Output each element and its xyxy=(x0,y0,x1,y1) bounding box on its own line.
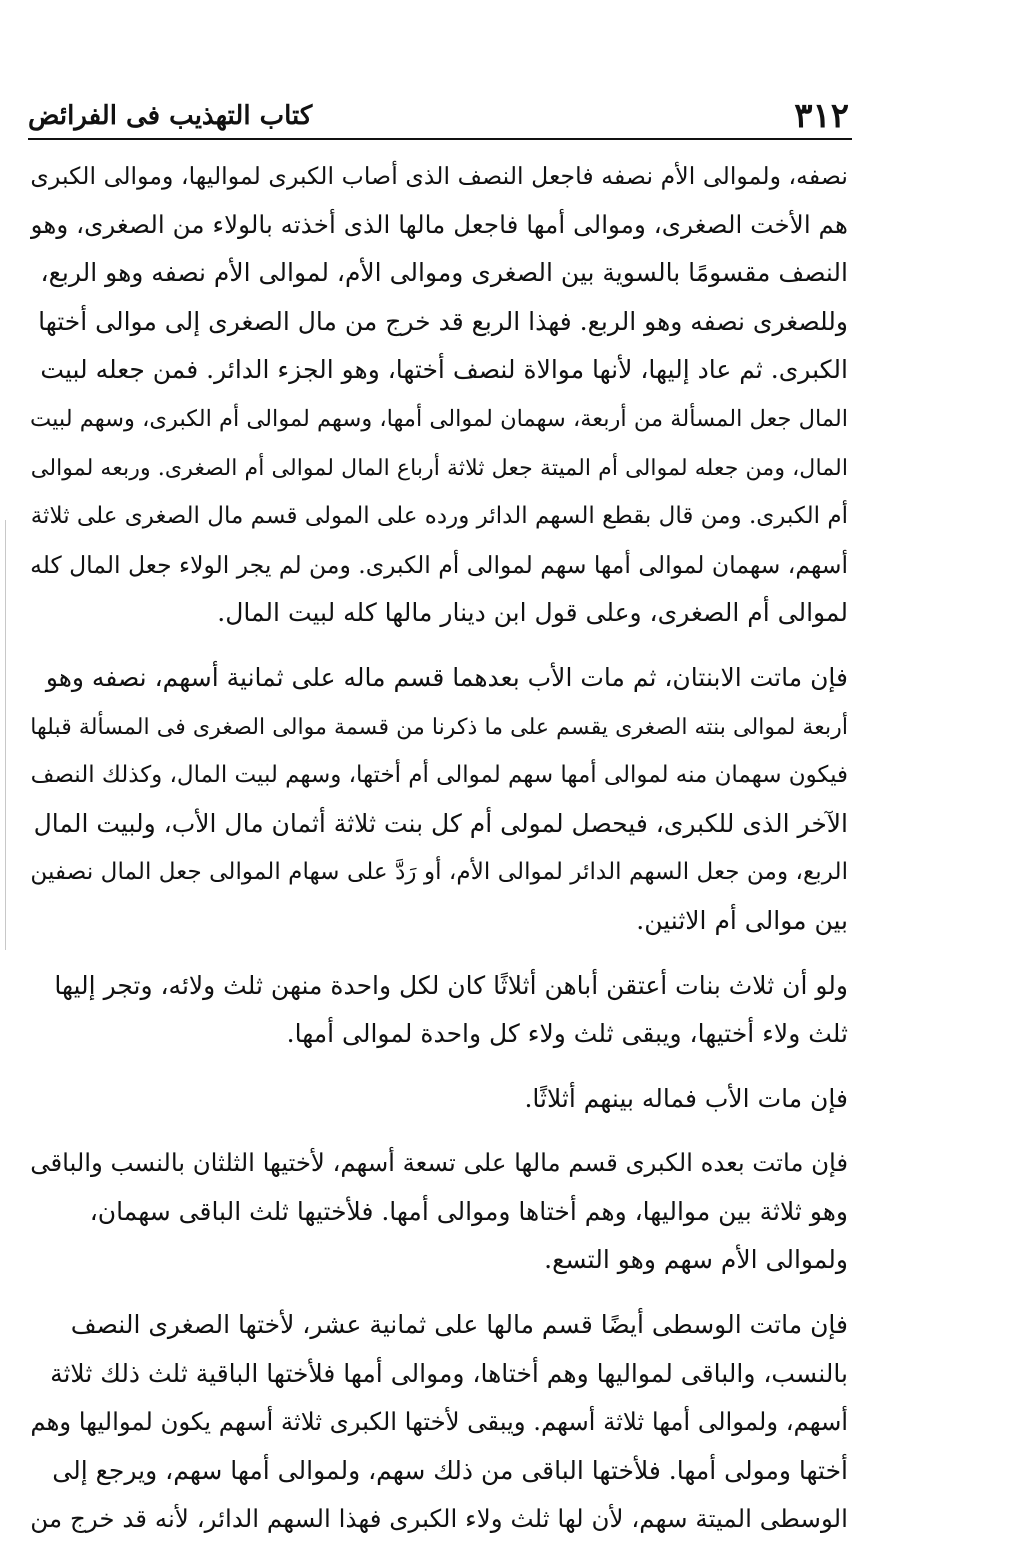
text-line: فإن مات الأب فماله بينهم أثلاثًا. xyxy=(524,1083,848,1113)
text-line: المال جعل المسألة من أربعة، سهمان لموالى أمها، وسهم لموالى أم الكبرى، وسهم لبيت xyxy=(30,405,848,432)
text-line: ولو أن ثلاث بنات أعتقن أباهن أثلاثًا كان لكل واحدة منهن ثلث ولائه، وتجر إليها xyxy=(54,970,848,1000)
running-title: كتاب التهذيب فى الفرائض xyxy=(28,101,313,131)
text-line: نصفه، ولموالى الأم نصفه فاجعل النصف الذى أصاب الكبرى لمواليها، وموالى الكبرى xyxy=(30,162,848,190)
header-rule xyxy=(28,138,852,140)
text-line: بين موالى أم الاثنين. xyxy=(636,905,848,935)
text-line: أختها ومولى أمها. فلأختها الباقى من ذلك سهم، ولموالى أمها سهم، ويرجع إلى xyxy=(52,1455,848,1485)
margin-line xyxy=(5,520,6,950)
text-line: ولموالى الأم سهم وهو التسع. xyxy=(544,1245,848,1275)
paragraph xyxy=(30,654,848,946)
text-line: الوسطى الميتة سهم، لأن لها ثلث ولاء الكبرى فهذا السهم الدائر، لأنه قد خرج من xyxy=(30,1504,848,1534)
text-line: هم الأخت الصغرى، وموالى أمها فاجعل مالها الذى أخذته بالولاء من الصغرى، وهو xyxy=(30,209,848,239)
text-line: لموالى أم الصغرى، وعلى قول ابن دينار مالها كله لبيت المال. xyxy=(217,598,848,628)
paragraph xyxy=(30,1139,848,1285)
text-line: وللصغرى نصفه وهو الربع. فهذا الربع قد خرج من مال الصغرى إلى موالى أختها xyxy=(38,306,848,336)
page-number: ٣١٢ xyxy=(794,96,849,136)
text-line: النصف مقسومًا بالسوية بين الصغرى وموالى الأم، لموالى الأم نصفه وهو الربع، xyxy=(40,258,848,288)
text-line: وهو ثلاثة بين مواليها، وهم أختاها وموالى أمها. فلأختيها ثلث الباقى سهمان، xyxy=(89,1196,848,1226)
body-text xyxy=(30,152,848,1544)
paragraph xyxy=(30,1075,848,1124)
paragraph xyxy=(30,1301,848,1544)
paragraph xyxy=(30,962,848,1059)
text-line: فإن ماتت الابنتان، ثم مات الأب بعدهما قسم ماله على ثمانية أسهم، نصفه وهو xyxy=(45,662,848,692)
text-line: المال، ومن جعله لموالى أم الميتة جعل ثلاثة أرباع المال لموالى أم الصغرى. وربعه لموالى xyxy=(30,454,848,481)
paragraph xyxy=(30,152,848,638)
text-line: الكبرى. ثم عاد إليها، لأنها موالاة لنصف أختها، وهو الجزء الدائر. فمن جعله لبيت xyxy=(40,355,848,385)
text-line: أم الكبرى. ومن قال بقطع السهم الدائر ورده على المولى قسم مال الصغرى على ثلاثة xyxy=(30,503,848,530)
text-line: ثلث ولاء أختيها، ويبقى ثلث ولاء كل واحدة لموالى أمها. xyxy=(286,1019,848,1049)
text-line: فإن ماتت الوسطى أيضًا قسم مالها على ثمانية عشر، لأختها الصغرى النصف xyxy=(70,1310,848,1340)
text-line: أربعة لموالى بنته الصغرى يقسم على ما ذكرنا من قسمة موالى الصغرى فى المسألة قبلها xyxy=(30,713,848,740)
text-line: الربع، ومن جعل السهم الدائر لموالى الأم، أو رَدَّ على سهام الموالى جعل المال نصفين xyxy=(30,859,848,886)
page-header xyxy=(28,96,849,140)
text-line: أسهم، ولموالى أمها ثلاثة أسهم. ويبقى لأختها الكبرى ثلاثة أسهم يكون لمواليها وهم xyxy=(30,1407,848,1437)
text-line: أسهم، سهمان لموالى أمها سهم لموالى أم الكبرى. ومن لم يجر الولاء جعل المال كله xyxy=(30,550,848,579)
text-line: فيكون سهمان منه لموالى أمها سهم لموالى أم أختها، وسهم لبيت المال، وكذلك النصف xyxy=(30,762,848,789)
text-line: الآخر الذى للكبرى، فيحصل لمولى أم كل بنت ثلاثة أثمان مال الأب، ولبيت المال xyxy=(33,808,848,838)
text-line: بالنسب، والباقى لمواليها وهم أختاها، وموالى أمها فلأختها الباقية ثلث ذلك ثلاثة xyxy=(50,1358,848,1388)
text-line: فإن ماتت بعده الكبرى قسم مالها على تسعة أسهم، لأختيها الثلثان بالنسب والباقى xyxy=(30,1148,848,1178)
